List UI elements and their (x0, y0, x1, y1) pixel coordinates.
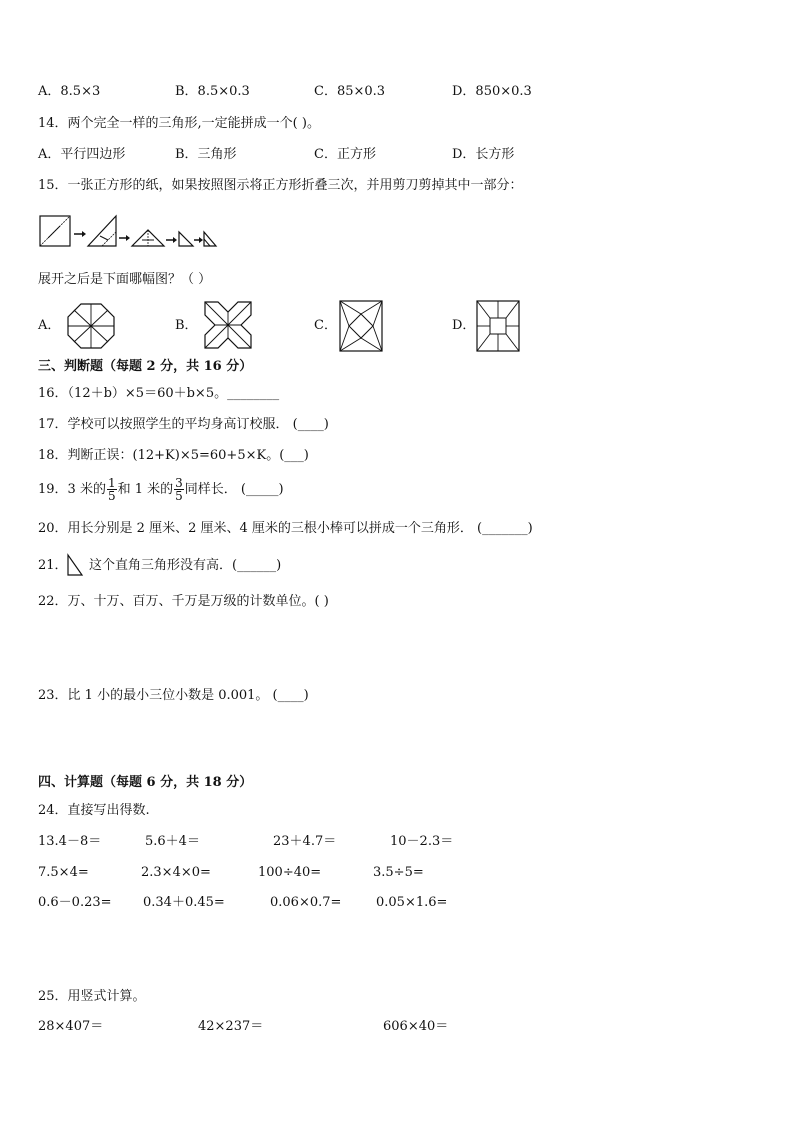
q13-option-d[interactable]: D．850×0.3 (452, 84, 532, 99)
q16-text: 16．（12＋b）×5＝60＋b×5。________ (38, 386, 280, 401)
q19-fraction-1 (107, 477, 117, 502)
q15-option-d-label[interactable]: D． (452, 318, 476, 333)
q21-label: 21． (38, 558, 68, 573)
q19-frac2-denominator: 5 (175, 489, 183, 503)
q14-option-c[interactable]: C．正方形 (314, 147, 376, 162)
q24-r3c4: 0.05×1.6= (376, 895, 448, 910)
q25-text: 25．用竖式计算。 (38, 989, 146, 1004)
folding-steps-diagram (38, 212, 218, 252)
q15-question: 展开之后是下面哪幅图？（ ） (38, 272, 212, 287)
section4-title: 四、计算题（每题 6 分，共 18 分） (38, 775, 253, 790)
right-triangle-icon (66, 553, 84, 577)
q19-frac1-denominator: 5 (107, 489, 116, 503)
q24-r1c2: 5.6＋4＝ (145, 834, 200, 849)
q13-option-c[interactable]: C．85×0.3 (314, 84, 386, 99)
q14-option-d[interactable]: D．长方形 (452, 147, 515, 162)
square-diamond-figure[interactable] (339, 300, 383, 352)
q24-r2c1: 7.5×4= (38, 865, 89, 880)
q14-option-a[interactable]: A．平行四边形 (38, 147, 126, 162)
q24-r3c3: 0.06×0.7= (270, 895, 342, 910)
q24-r2c3: 100÷40= (258, 865, 322, 880)
q24-r3c1: 0.6－0.23= (38, 895, 112, 910)
q14-text: 14．两个完全一样的三角形,一定能拼成一个( )。 (38, 116, 320, 131)
q15-option-b-label[interactable]: B． (175, 318, 198, 333)
q19-prefix: 19．3 米的 (38, 482, 106, 497)
q22-text: 22．万、十万、百万、千万是万级的计数单位。( ) (38, 594, 329, 609)
octagon-figure[interactable] (66, 302, 116, 350)
q18-text: 18．判断正误：(12+K)×5=60+5×K。(___) (38, 448, 309, 463)
q21-text: 这个直角三角形没有高．(______) (89, 558, 282, 573)
q24-r1c3: 23＋4.7＝ (273, 834, 337, 849)
q23-text: 23．比 1 小的最小三位小数是 0.001。 (____) (38, 688, 309, 703)
q19-middle: 和 1 米的 (117, 482, 174, 497)
q13-option-a[interactable]: A．8.5×3 (38, 84, 101, 99)
square-center-figure[interactable] (476, 300, 520, 352)
q25-item-2: 42×237＝ (198, 1019, 264, 1034)
q24-r1c1: 13.4－8＝ (38, 834, 102, 849)
q19-frac1-numerator: 1 (107, 476, 116, 490)
q19-frac2-numerator: 3 (175, 476, 183, 490)
q24-r2c4: 3.5÷5= (373, 865, 424, 880)
q15-option-c-label[interactable]: C． (314, 318, 337, 333)
section3-title: 三、判断题（每题 2 分，共 16 分） (38, 359, 253, 374)
q19-line (38, 476, 284, 504)
q17-text: 17．学校可以按照学生的平均身高订校服． (____) (38, 417, 329, 432)
q25-item-1: 28×407＝ (38, 1019, 104, 1034)
q13-option-b[interactable]: B．8.5×0.3 (175, 84, 250, 99)
q25-item-3: 606×40＝ (383, 1019, 449, 1034)
q19-suffix: 同样长． (_____) (184, 482, 284, 497)
q24-r3c2: 0.34＋0.45= (143, 895, 225, 910)
q15-option-a-label[interactable]: A． (38, 318, 61, 333)
q15-text: 15．一张正方形的纸，如果按照图示将正方形折叠三次，并用剪刀剪掉其中一部分： (38, 178, 523, 193)
q19-fraction-2 (174, 477, 184, 502)
q24-r1c4: 10－2.3＝ (390, 834, 454, 849)
q20-text: 20．用长分别是 2 厘米、2 厘米、4 厘米的三根小棒可以拼成一个三角形． (_______) (38, 521, 533, 536)
cross-star-figure[interactable] (203, 300, 253, 350)
q24-r2c2: 2.3×4×0= (141, 865, 211, 880)
q24-text: 24．直接写出得数. (38, 803, 150, 818)
q14-option-b[interactable]: B．三角形 (175, 147, 237, 162)
